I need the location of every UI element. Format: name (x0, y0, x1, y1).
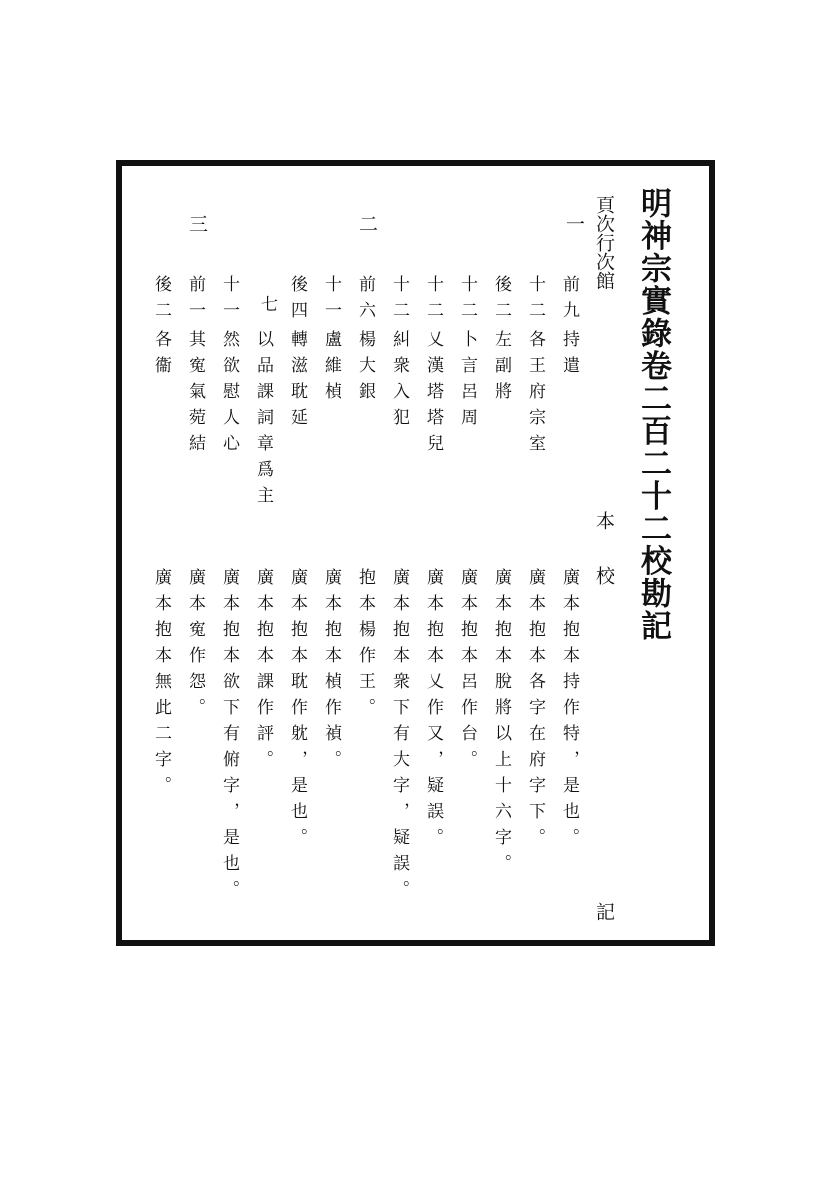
collated-text: 其寃氣菀結 (185, 330, 205, 460)
header-note-label: 記 (593, 902, 615, 921)
line-number: 十二 (423, 275, 443, 327)
line-number: 後二 (491, 275, 511, 327)
collation-note: 廣本抱本持作特，是也。 (559, 568, 579, 854)
header-collation-label: 校 (593, 566, 615, 585)
line-number: 前六 (355, 275, 375, 327)
page-number: 三 (186, 214, 208, 233)
collated-text: 然欲慰人心 (219, 330, 239, 460)
line-number: 後二 (151, 275, 171, 327)
collated-text: 轉滋耽延 (287, 330, 307, 434)
collated-text: 盧維楨 (321, 330, 341, 408)
collated-text: 各衞 (151, 330, 171, 382)
line-number: 前一 (185, 275, 205, 327)
collation-note: 廣本抱本耽作躭，是也。 (287, 568, 307, 854)
collation-note: 廣本抱本衆下有大字，疑誤。 (389, 568, 409, 906)
line-number: 十二 (457, 275, 477, 327)
line-number: 七 (257, 295, 277, 321)
collation-note: 廣本寃作怨。 (185, 568, 205, 724)
page-number: 二 (356, 214, 378, 233)
collation-note: 廣本抱本欲下有俯字，是也。 (219, 568, 239, 906)
collation-note: 廣本抱本乂作又，疑誤。 (423, 568, 443, 854)
line-number: 前九 (559, 275, 579, 327)
line-number: 十一 (219, 275, 239, 327)
collation-note: 廣本抱本楨作禎。 (321, 568, 341, 776)
collated-text: 左副將 (491, 330, 511, 408)
header-page-line: 頁次行次館 (593, 195, 615, 290)
collated-text: 糾衆入犯 (389, 330, 409, 434)
collated-text: 以品課詞章爲主 (253, 330, 273, 512)
line-number: 十一 (321, 275, 341, 327)
collation-note: 廣本抱本脫將以上十六字。 (491, 568, 511, 880)
line-number: 十二 (389, 275, 409, 327)
document-title: 明神宗實錄卷二百二十二校勘記 (635, 187, 671, 642)
collation-note: 抱本楊作王。 (355, 568, 375, 724)
collated-text: 楊大銀 (355, 330, 375, 408)
collated-text: 持遣 (559, 330, 579, 382)
collation-note: 廣本抱本課作評。 (253, 568, 273, 776)
line-number: 後四 (287, 275, 307, 327)
collated-text: 各王府宗室 (525, 330, 545, 460)
page-border-frame (116, 160, 715, 946)
collated-text: 乂漢塔塔兒 (423, 330, 443, 460)
header-edition-label: 本 (593, 511, 615, 530)
page-number: 一 (563, 214, 585, 233)
collation-note: 廣本抱本呂作台。 (457, 568, 477, 776)
collated-text: 卜言呂周 (457, 330, 477, 434)
collation-note: 廣本抱本無此二字。 (151, 568, 171, 802)
collation-note: 廣本抱本各字在府字下。 (525, 568, 545, 854)
line-number: 十二 (525, 275, 545, 327)
